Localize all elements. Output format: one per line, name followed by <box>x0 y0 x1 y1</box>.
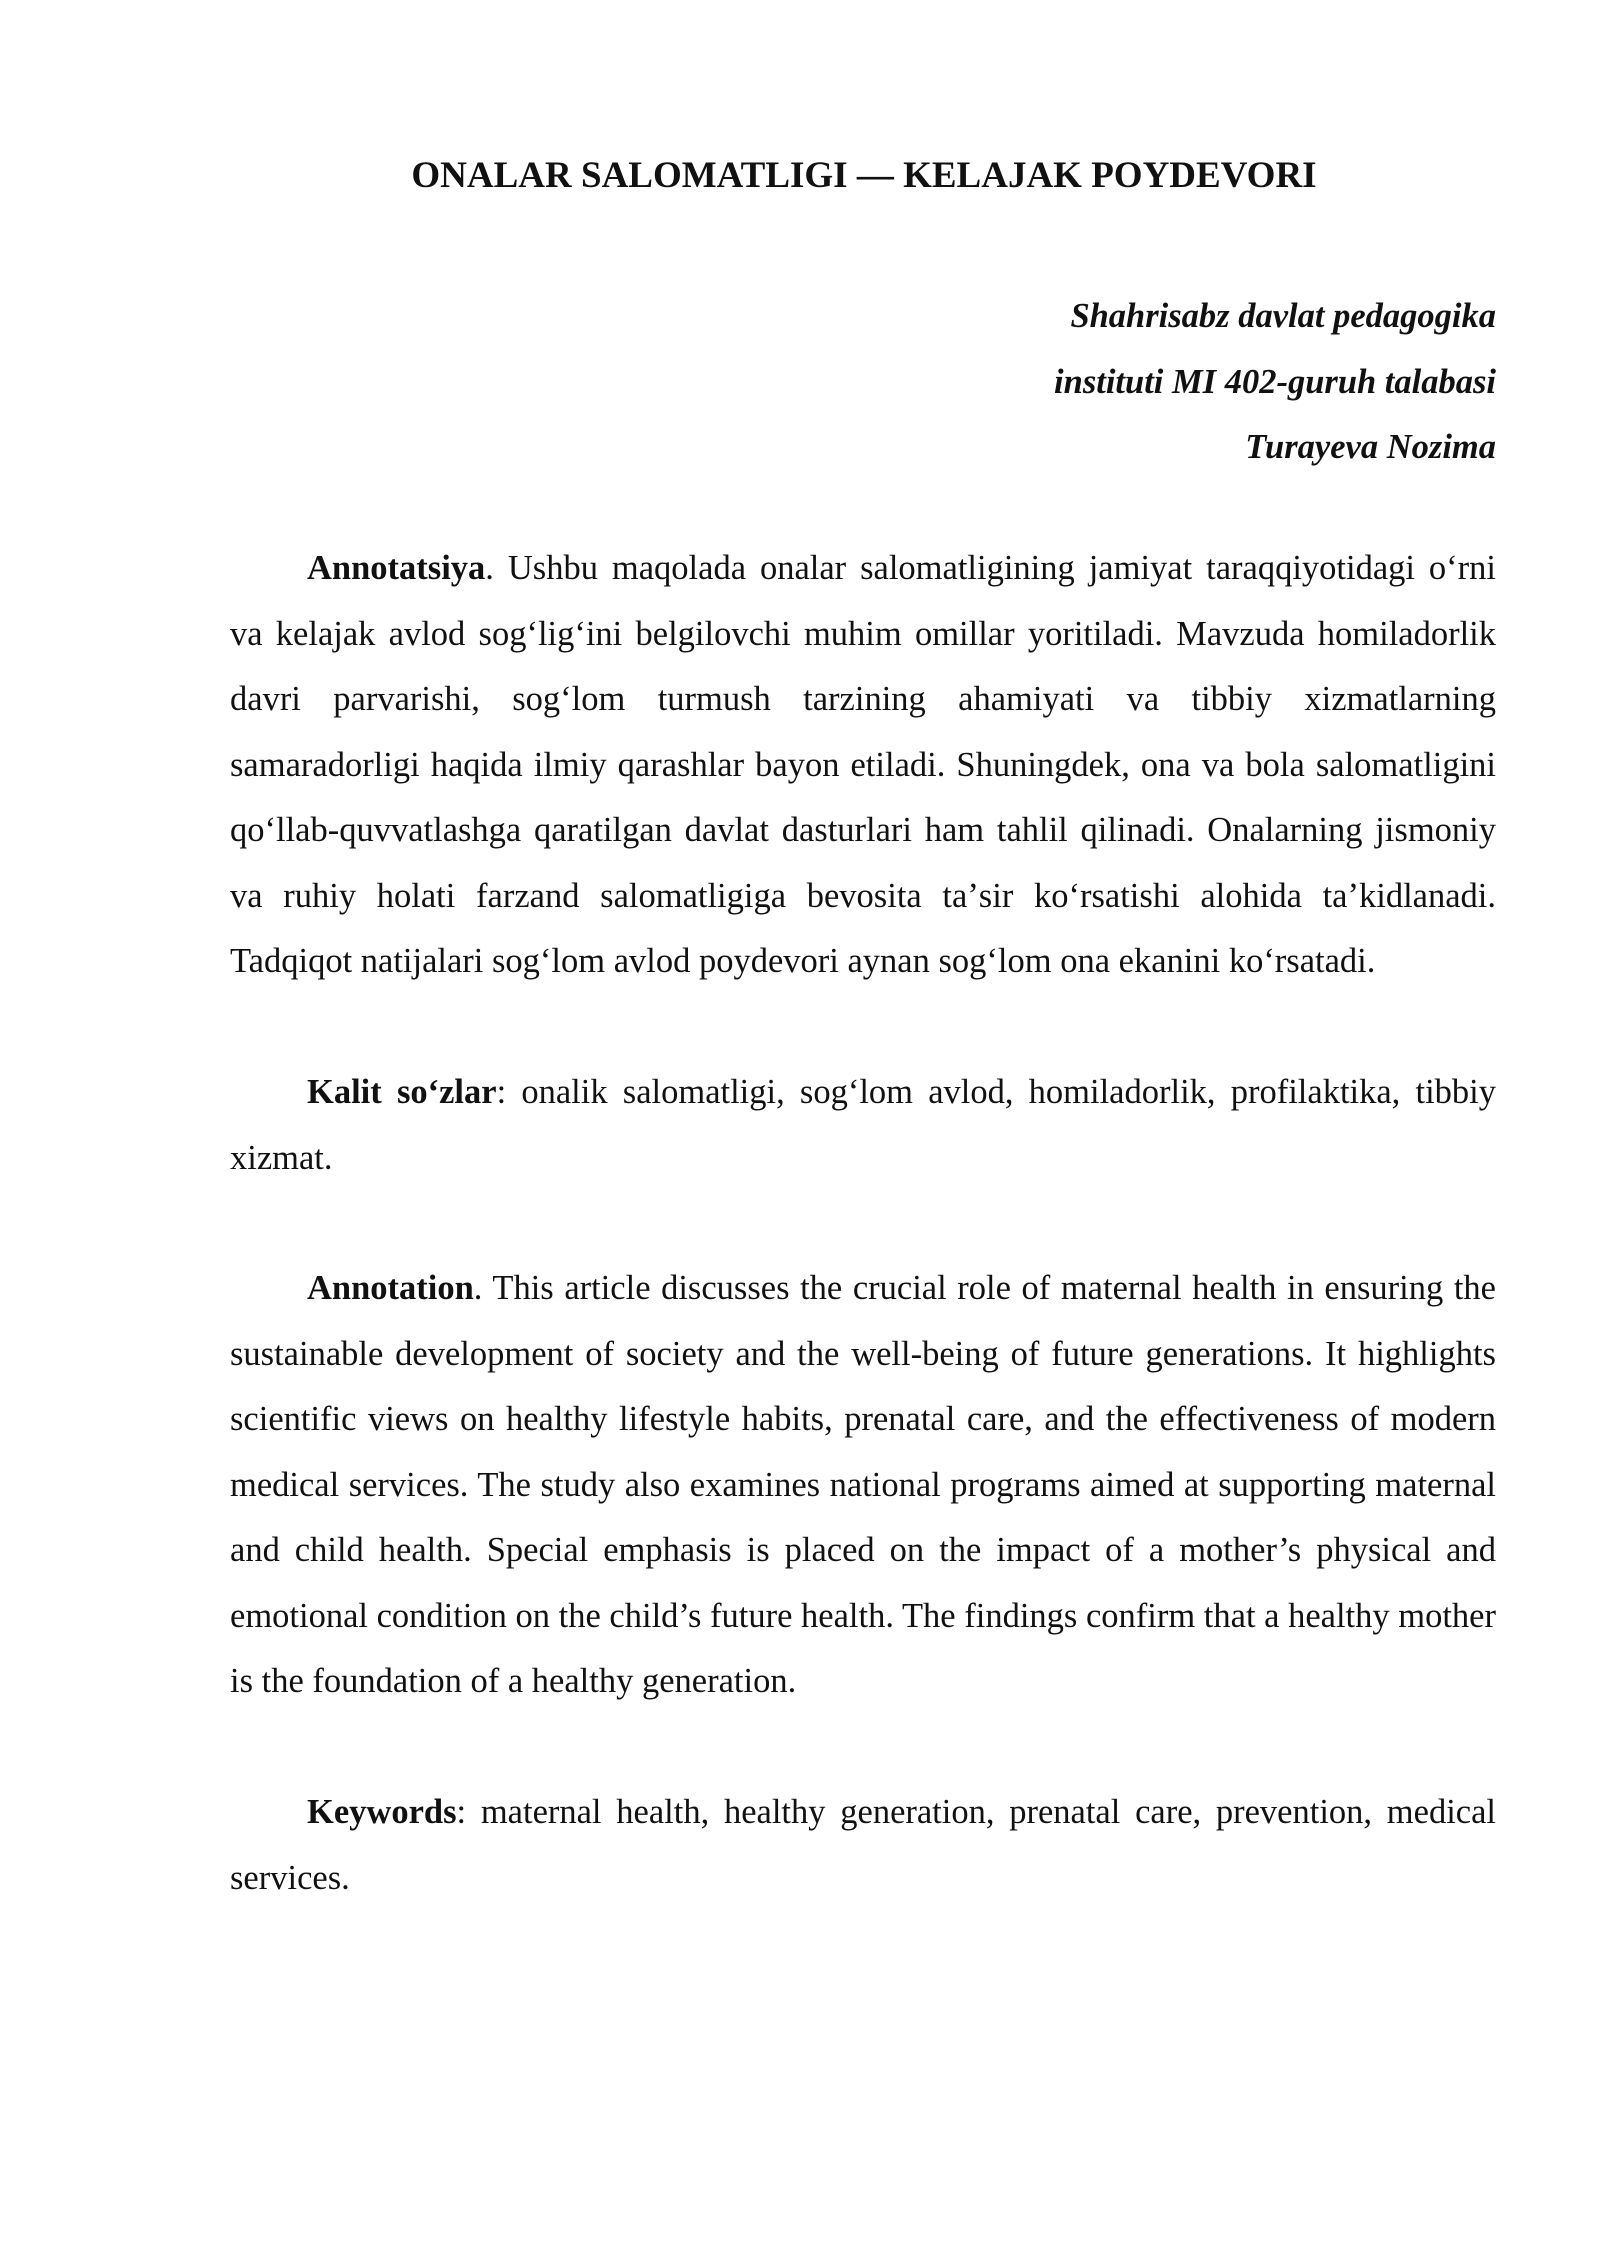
annotation-uzbek <box>230 536 1496 995</box>
annotation-english <box>230 1256 1496 1715</box>
title-block <box>230 153 1498 199</box>
author-affiliation-line-2: instituti MI 402-guruh talabasi <box>1054 362 1496 401</box>
annotation-english-text: . This article discusses the crucial role of maternal health in ensuring the sustainable development of society and the well-being of future generations. It highlights scientific views on healthy lifestyle habits, prenatal care, and the effectiveness of modern medical services. The study also examines national programs aimed at supporting maternal and child health. Special emphasis is placed on the impact of a mother’s physical and emotional condition on the child’s future health. The findings confirm that a healthy mother is the foundation of a healthy generation. <box>230 1269 1496 1700</box>
keywords-english-text: : maternal health, healthy generation, prenatal care, prevention, medical services. <box>230 1793 1496 1897</box>
keywords-english <box>230 1780 1496 1911</box>
keywords-uzbek-text: : onalik salomatligi, sogʻlom avlod, homiladorlik, profilaktika, tibbiy xizmat. <box>230 1073 1497 1177</box>
annotation-uzbek-text: . Ushbu maqolada onalar salomatligining jamiyat taraqqiyotidagi oʻrni va kelajak avlod sogʻligʻini belgilovchi muhim omillar yoritiladi. Mavzuda homiladorlik davri parvarishi, sogʻlom turmush tarzining ahamiyati va tibbiy xizmatlarning samaradorligi haqida ilmiy qarashlar bayon etiladi. Shuningdek, ona va bola salomatligini qoʻllab-quvvatlashga qaratilgan davlat dasturlari ham tahlil qilinadi. Onalarning jismoniy va ruhiy holati farzand salomatligiga bevosita taʼsir koʻrsatishi alohida taʼkidlanadi. Tadqiqot natijalari sogʻlom avlod poydevori aynan sogʻlom ona ekanini koʻrsatadi. <box>230 549 1496 980</box>
keywords-uzbek-label: Kalit soʻzlar <box>307 1073 497 1111</box>
keywords-english-label: Keywords <box>307 1793 457 1831</box>
author-block <box>230 284 1496 481</box>
keywords-uzbek <box>230 1060 1496 1191</box>
author-affiliation-line-1: Shahrisabz davlat pedagogika <box>1070 297 1496 335</box>
annotation-english-label: Annotation <box>307 1269 474 1307</box>
author-name: Turayeva Nozima <box>1245 428 1496 466</box>
document-title: ONALAR SALOMATLIGI — KELAJAK POYDEVORI <box>411 155 1317 196</box>
annotation-uzbek-label: Annotatsiya <box>307 549 486 587</box>
